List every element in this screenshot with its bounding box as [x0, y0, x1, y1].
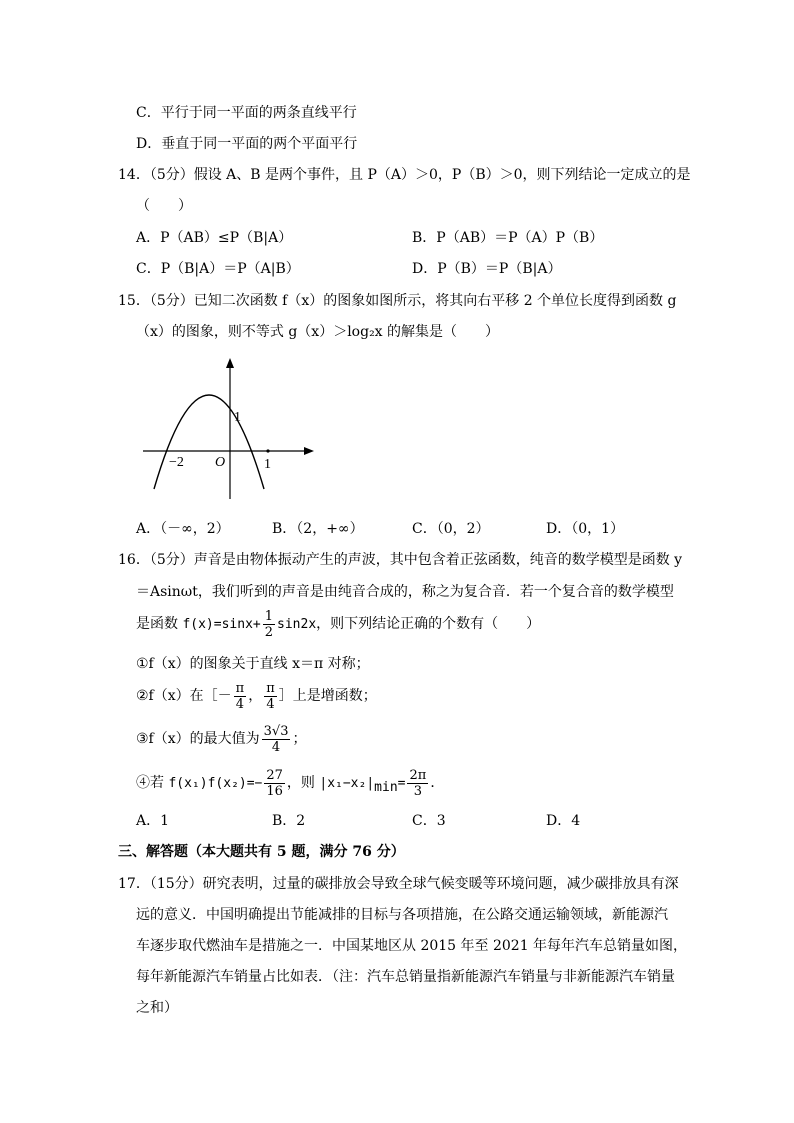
q16-item4-suffix: ．	[430, 775, 445, 791]
q16-item3-suffix: ；	[292, 731, 307, 747]
label-x-neg2: −2	[169, 455, 184, 470]
q16-item1: ①f（x）的图象关于直线 x＝π 对称；	[136, 656, 370, 672]
parabola-curve	[154, 395, 264, 489]
q16-stem-line3	[136, 607, 540, 642]
q15-option-b: B．（2，+∞）	[272, 521, 364, 537]
q17-line1: 17．（15分）研究表明，过量的碳排放会导致全球气候变暖等环境问题，减少碳排放具有深	[118, 876, 679, 892]
q16-item2	[136, 679, 377, 713]
q16-option-d: D．4	[546, 813, 581, 829]
q13-option-c: C．平行于同一平面的两条直线平行	[136, 105, 357, 121]
q16-stem-line1: 16．（5分）声音是由物体振动产生的声波，其中包含着正弦函数，纯音的数学模型是函数 y	[118, 552, 683, 568]
q15-option-c: C．（0，2）	[412, 521, 490, 537]
x-axis-arrow	[304, 447, 314, 455]
label-y-one: 1	[234, 410, 241, 425]
q16-item2-frac1: $\frac{\pi}{4}$	[235, 680, 245, 712]
label-x-one: 1	[264, 457, 271, 472]
q16-stem-line2: ＝Asinωt，我们听到的声音是由纯音合成的，称之为复合音．若一个复合音的数学模型	[136, 584, 674, 600]
q13-option-d: D．垂直于同一平面的两个平面平行	[136, 136, 358, 152]
q16-item4-prefix: ④若	[136, 775, 164, 791]
q16-item3-frac: $\frac{3√3}{4}$	[263, 723, 289, 755]
q16-function-expr-tail: sin2x	[277, 617, 317, 632]
q17-line4: 每年新能源汽车销量占比如表．（注：汽车总销量指新能源汽车销量与非新能源汽车销量	[136, 969, 675, 985]
q15-option-d: D．（0，1）	[546, 521, 625, 537]
q15-parabola-graph	[138, 356, 318, 502]
q16-stem3-suffix: ，则下列结论正确的个数有（ ）	[316, 616, 541, 632]
section-3-title: 三、解答题（本大题共有 5 题，满分 76 分）	[118, 844, 405, 860]
q14-stem-line2: （ ）	[136, 198, 192, 214]
q16-item2-frac2: $\frac{\pi}{4}$	[266, 680, 275, 712]
q16-item4-equals: =	[397, 776, 406, 791]
q16-item4-frac1: $\frac{27}{16}$	[266, 767, 283, 799]
q16-item3-prefix: ③f（x）的最大值为	[136, 731, 260, 747]
q14-option-c: C．P（B|A）＝P（A|B）	[136, 261, 300, 277]
q14-option-a: A．P（AB）≤P（B|A）	[136, 230, 293, 246]
q16-option-a: A．1	[136, 813, 170, 829]
q16-item2-comma: ，	[248, 688, 263, 704]
q16-function-expr: f(x)=sinx+	[182, 617, 261, 632]
q16-item4-then: ，则	[286, 775, 315, 791]
q16-item4-product-expr: f(x₁)f(x₂)=−	[168, 776, 263, 791]
q14-stem-line1: 14．（5分）假设 A、B 是两个事件，且 P（A）＞0，P（B）＞0，则下列结论一定成立的是	[118, 167, 691, 183]
q16-item2-prefix: ②f（x）在［－	[136, 688, 232, 704]
q16-option-c: C．3	[412, 813, 446, 829]
label-origin: O	[215, 455, 226, 470]
q16-stem3-prefix: 是函数	[136, 616, 178, 632]
q16-item4-abs-expr: |x₁−x₂|	[319, 776, 375, 791]
q16-item4-min-sub: min	[374, 779, 398, 795]
q16-item3	[136, 722, 306, 756]
q16-option-b: B．2	[272, 813, 306, 829]
q14-option-d: D．P（B）＝P（B|A）	[412, 261, 562, 277]
tick-x1	[266, 449, 269, 452]
q14-option-b: B．P（AB）＝P（A）P（B）	[412, 230, 604, 246]
q16-item2-suffix: ］上是增函数；	[278, 688, 377, 704]
y-axis-arrow	[226, 358, 234, 368]
q17-line2: 远的意义．中国明确提出节能减排的目标与各项措施，在公路交通运输领域，新能源汽	[136, 907, 668, 923]
q16-item4	[136, 766, 444, 805]
q16-item4-frac2: $\frac{2\pi}{3}$	[409, 767, 427, 799]
q15-stem-line1: 15．（5分）已知二次函数 f（x）的图象如图所示，将其向右平移 2 个单位长度得到函数 g	[118, 293, 677, 309]
q15-stem-line2: （x）的图象，则不等式 g（x）＞log₂x 的解集是（ ）	[136, 324, 500, 340]
q17-line3: 车逐步取代燃油车是措施之一．中国某地区从 2015 年至 2021 年每年汽车总销量如图，	[136, 938, 688, 954]
q17-line5: 之和）	[136, 1000, 178, 1016]
q16-fraction-half: $\frac{1}{2}$	[264, 608, 274, 640]
q15-option-a: A．（－∞，2）	[136, 521, 230, 537]
